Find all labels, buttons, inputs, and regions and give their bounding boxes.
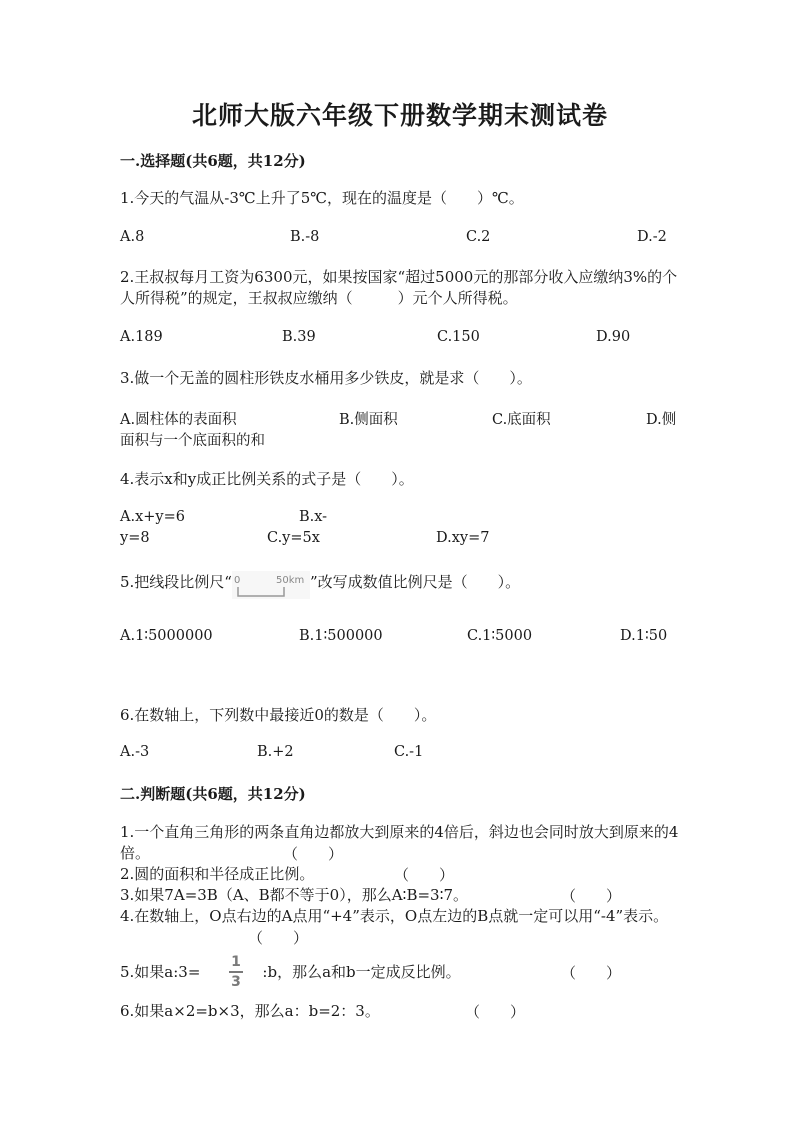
question-3: 3.做一个无盖的圆柱形铁皮水桶用多少铁皮，就是求（ ）。	[120, 369, 532, 387]
q1-option-d: D.-2	[637, 229, 667, 245]
tf-item-1-answer-paren: （ ）	[283, 845, 344, 863]
question-5	[120, 569, 685, 597]
tf-item-6-answer-paren: （ ）	[465, 1003, 526, 1021]
tf-item-4-answer-paren: （ ）	[248, 929, 309, 947]
q5-text-after: ”改写成数值比例尺是（ ）。	[309, 573, 521, 591]
q5-option-b: B.1∶500000	[299, 628, 383, 644]
q2-option-d: D.90	[596, 329, 631, 345]
question-2: 2.王叔叔每月工资为6300元，如果按国家“超过5000元的那部分收入应缴纳3%的个人所得税”的规定，王叔叔应缴纳（ ）元个人所得税。	[120, 268, 678, 307]
page-title: 北师大版六年级下册数学期末测试卷	[191, 101, 608, 130]
q5-option-d: D.1∶50	[620, 628, 668, 644]
fraction-one-third	[229, 954, 243, 990]
scale-right-label: 50km	[275, 575, 305, 586]
question-4: 4.表示x和y成正比例关系的式子是（ ）。	[120, 470, 414, 488]
q3-option-b: B.侧面积	[339, 412, 398, 428]
tf-item-5-text-after: :b，那么a和b一定成反比例。	[262, 963, 461, 981]
q1-option-b: B.-8	[290, 229, 320, 245]
q3-option-d: D.侧	[646, 412, 677, 428]
q2-option-c: C.150	[437, 329, 480, 345]
tf-item-3: 3.如果7A=3B（A、B都不等于0），那么A∶B=3∶7。	[120, 886, 469, 904]
q3-option-a: A.圆柱体的表面积	[120, 412, 237, 428]
fraction-denominator: 3	[231, 973, 241, 990]
section-heading-choice: 一.选择题(共6题，共12分)	[120, 152, 306, 170]
q6-option-c: C.-1	[394, 744, 424, 760]
q6-option-a: A.-3	[120, 744, 150, 760]
tf-item-3-answer-paren: （ ）	[561, 887, 622, 905]
tf-item-5-text-before: 5.如果a:3=	[120, 963, 201, 981]
q5-option-a: A.1∶5000000	[120, 628, 213, 644]
q4-option-b-wrap: y=8	[120, 530, 150, 546]
tf-item-1-text: 1.一个直角三角形的两条直角边都放大到原来的4倍后，斜边也会同时放大到原来的4倍。	[120, 823, 679, 862]
line-scale-image	[232, 571, 310, 599]
tf-item-4: 4.在数轴上，O点右边的A点用“+4”表示，O点左边的B点就一定可以用“-4”表示。	[120, 907, 669, 925]
tf-item-5-answer-paren: （ ）	[561, 964, 622, 982]
q1-option-a: A.8	[120, 229, 145, 245]
question-6: 6.在数轴上，下列数中最接近0的数是（ ）。	[120, 706, 437, 724]
q3-option-c: C.底面积	[492, 412, 551, 428]
q2-option-b: B.39	[282, 329, 316, 345]
q1-option-c: C.2	[466, 229, 491, 245]
fraction-numerator: 1	[231, 954, 241, 970]
tf-item-6: 6.如果a×2=b×3，那么a：b=2：3。	[120, 1002, 380, 1020]
q4-option-c: C.y=5x	[267, 530, 320, 546]
q2-option-a: A.189	[120, 329, 163, 345]
q6-option-b: B.+2	[257, 744, 294, 760]
q4-option-a: A.x+y=6	[120, 509, 185, 525]
q3-option-d-wrap: 面积与一个底面积的和	[120, 433, 265, 449]
question-1: 1.今天的气温从-3℃上升了5℃，现在的温度是（ ）℃。	[120, 189, 524, 207]
scale-left-label: 0	[233, 575, 241, 586]
tf-item-1	[120, 822, 685, 864]
section-heading-true-false: 二.判断题(共6题，共12分)	[120, 785, 306, 803]
q4-option-b: B.x-	[299, 509, 328, 525]
q4-option-d: D.xy=7	[436, 530, 490, 546]
q5-option-c: C.1∶5000	[467, 628, 533, 644]
tf-item-2-answer-paren: （ ）	[394, 866, 455, 884]
tf-item-2: 2.圆的面积和半径成正比例。	[120, 865, 315, 883]
q5-text-before: 5.把线段比例尺“	[120, 573, 232, 591]
